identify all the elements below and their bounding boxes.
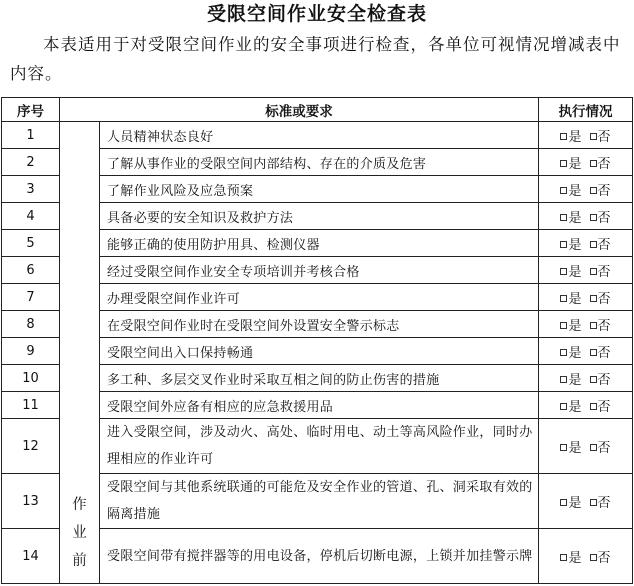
status-no-label: 否 (597, 264, 611, 280)
phase-char: 业 (72, 525, 87, 541)
status-cell (539, 338, 633, 365)
status-no-option[interactable] (590, 207, 611, 226)
status-no-label: 否 (597, 129, 611, 145)
status-cell (539, 230, 633, 257)
status-no-option[interactable] (590, 153, 611, 172)
header-status: 执行情况 (539, 98, 633, 122)
status-cell (539, 176, 633, 203)
status-yes-option[interactable] (560, 437, 581, 456)
requirement-text: 受限空间出入口保持畅通 (100, 338, 539, 365)
status-yes-option[interactable] (560, 547, 581, 566)
checkbox-icon[interactable] (590, 268, 597, 275)
status-yes-label: 是 (568, 440, 582, 456)
document-title: 受限空间作业安全检查表 (206, 3, 427, 25)
status-no-option[interactable] (590, 547, 611, 566)
checkbox-icon[interactable] (560, 444, 567, 451)
checkbox-icon[interactable] (560, 376, 567, 383)
checkbox-icon[interactable] (590, 554, 597, 561)
status-no-label: 否 (597, 156, 611, 172)
status-cell (539, 149, 633, 176)
checkbox-icon[interactable] (590, 499, 597, 506)
checkbox-icon[interactable] (590, 349, 597, 356)
checkbox-icon[interactable] (560, 268, 567, 275)
status-no-label: 否 (597, 495, 611, 511)
status-no-option[interactable] (590, 180, 611, 199)
status-cell (539, 203, 633, 230)
row-number: 4 (2, 203, 60, 230)
status-yes-label: 是 (568, 237, 582, 253)
requirement-text: 受限空间与其他系统联通的可能危及安全作业的管道、孔、洞采取有效的隔离措施 (100, 474, 539, 529)
status-no-option[interactable] (590, 126, 611, 145)
status-yes-option[interactable] (560, 207, 581, 226)
status-yes-option[interactable] (560, 288, 581, 307)
status-no-option[interactable] (590, 369, 611, 388)
requirement-text: 进入受限空间，涉及动火、高处、临时用电、动土等高风险作业，同时办理相应的作业许可 (100, 419, 539, 474)
status-no-label: 否 (597, 440, 611, 456)
checkbox-icon[interactable] (560, 349, 567, 356)
checkbox-icon[interactable] (590, 322, 597, 329)
row-number: 12 (2, 419, 60, 474)
status-cell (539, 529, 633, 584)
status-yes-option[interactable] (560, 396, 581, 415)
status-yes-option[interactable] (560, 126, 581, 145)
status-no-option[interactable] (590, 437, 611, 456)
table-header-row (2, 98, 633, 122)
checkbox-icon[interactable] (590, 444, 597, 451)
status-yes-label: 是 (568, 550, 582, 566)
checkbox-icon[interactable] (590, 403, 597, 410)
checkbox-icon[interactable] (590, 133, 597, 140)
status-yes-option[interactable] (560, 234, 581, 253)
status-cell (539, 365, 633, 392)
checkbox-icon[interactable] (560, 214, 567, 221)
status-no-label: 否 (597, 550, 611, 566)
status-yes-option[interactable] (560, 153, 581, 172)
status-cell (539, 419, 633, 474)
status-yes-label: 是 (568, 264, 582, 280)
status-yes-label: 是 (568, 129, 582, 145)
status-yes-option[interactable] (560, 261, 581, 280)
phase-char: 前 (72, 553, 87, 569)
checkbox-icon[interactable] (560, 499, 567, 506)
checklist-table (1, 97, 633, 584)
row-number: 1 (2, 122, 60, 149)
row-number: 2 (2, 149, 60, 176)
header-requirement: 标准或要求 (60, 98, 539, 122)
status-yes-option[interactable] (560, 492, 581, 511)
status-yes-label: 是 (568, 495, 582, 511)
checkbox-icon[interactable] (560, 322, 567, 329)
row-number: 5 (2, 230, 60, 257)
requirement-text: 能够正确的使用防护用具、检测仪器 (100, 230, 539, 257)
requirement-text: 在受限空间作业时在受限空间外设置安全警示标志 (100, 311, 539, 338)
requirement-text: 了解从事作业的受限空间内部结构、存在的介质及危害 (100, 149, 539, 176)
row-number: 14 (2, 529, 60, 584)
row-number: 9 (2, 338, 60, 365)
requirement-text: 人员精神状态良好 (100, 122, 539, 149)
status-cell (539, 122, 633, 149)
status-no-label: 否 (597, 183, 611, 199)
status-yes-label: 是 (568, 399, 582, 415)
row-number: 11 (2, 392, 60, 419)
checkbox-icon[interactable] (560, 554, 567, 561)
checkbox-icon[interactable] (590, 187, 597, 194)
status-no-option[interactable] (590, 396, 611, 415)
checkbox-icon[interactable] (590, 376, 597, 383)
status-yes-option[interactable] (560, 342, 581, 361)
status-cell (539, 257, 633, 284)
status-yes-label: 是 (568, 345, 582, 361)
status-no-option[interactable] (590, 315, 611, 334)
phase-char: 作 (72, 497, 87, 513)
status-no-option[interactable] (590, 492, 611, 511)
status-no-option[interactable] (590, 342, 611, 361)
status-yes-label: 是 (568, 210, 582, 226)
status-no-label: 否 (597, 372, 611, 388)
row-number: 8 (2, 311, 60, 338)
intro-paragraph: 本表适用于对受限空间作业的安全事项进行检查，各单位可视情况增减表中内容。 (10, 35, 621, 83)
status-yes-label: 是 (568, 372, 582, 388)
header-no: 序号 (2, 98, 60, 122)
checkbox-icon[interactable] (560, 187, 567, 194)
checkbox-icon[interactable] (590, 214, 597, 221)
row-number: 7 (2, 284, 60, 311)
status-no-label: 否 (597, 345, 611, 361)
status-yes-label: 是 (568, 291, 582, 307)
status-no-option[interactable] (590, 261, 611, 280)
status-cell (539, 284, 633, 311)
status-cell (539, 474, 633, 529)
requirement-text: 具备必要的安全知识及救护方法 (100, 203, 539, 230)
status-cell (539, 311, 633, 338)
requirement-text: 多工种、多层交叉作业时采取互相之间的防止伤害的措施 (100, 365, 539, 392)
status-cell (539, 392, 633, 419)
status-no-label: 否 (597, 291, 611, 307)
checkbox-icon[interactable] (590, 241, 597, 248)
status-no-label: 否 (597, 210, 611, 226)
status-yes-label: 是 (568, 318, 582, 334)
status-yes-option[interactable] (560, 180, 581, 199)
checkbox-icon[interactable] (560, 160, 567, 167)
status-no-option[interactable] (590, 288, 611, 307)
checkbox-icon[interactable] (560, 403, 567, 410)
row-number: 6 (2, 257, 60, 284)
requirement-text: 经过受限空间作业安全专项培训并考核合格 (100, 257, 539, 284)
status-yes-label: 是 (568, 156, 582, 172)
status-no-label: 否 (597, 318, 611, 334)
status-yes-label: 是 (568, 183, 582, 199)
status-no-label: 否 (597, 399, 611, 415)
checkbox-icon[interactable] (560, 241, 567, 248)
requirement-text: 受限空间带有搅拌器等的用电设备，停机后切断电源，上锁并加挂警示牌 (100, 529, 539, 584)
checkbox-icon[interactable] (560, 295, 567, 302)
status-no-option[interactable] (590, 234, 611, 253)
requirement-text: 受限空间外应备有相应的应急救援用品 (100, 392, 539, 419)
checkbox-icon[interactable] (590, 295, 597, 302)
row-number: 3 (2, 176, 60, 203)
status-yes-option[interactable] (560, 315, 581, 334)
phase-label-pre-work (60, 122, 100, 584)
requirement-text: 办理受限空间作业许可 (100, 284, 539, 311)
checkbox-icon[interactable] (590, 160, 597, 167)
table-row (2, 122, 633, 149)
requirement-text: 了解作业风险及应急预案 (100, 176, 539, 203)
status-no-label: 否 (597, 237, 611, 253)
status-yes-option[interactable] (560, 369, 581, 388)
row-number: 10 (2, 365, 60, 392)
row-number: 13 (2, 474, 60, 529)
checkbox-icon[interactable] (560, 133, 567, 140)
